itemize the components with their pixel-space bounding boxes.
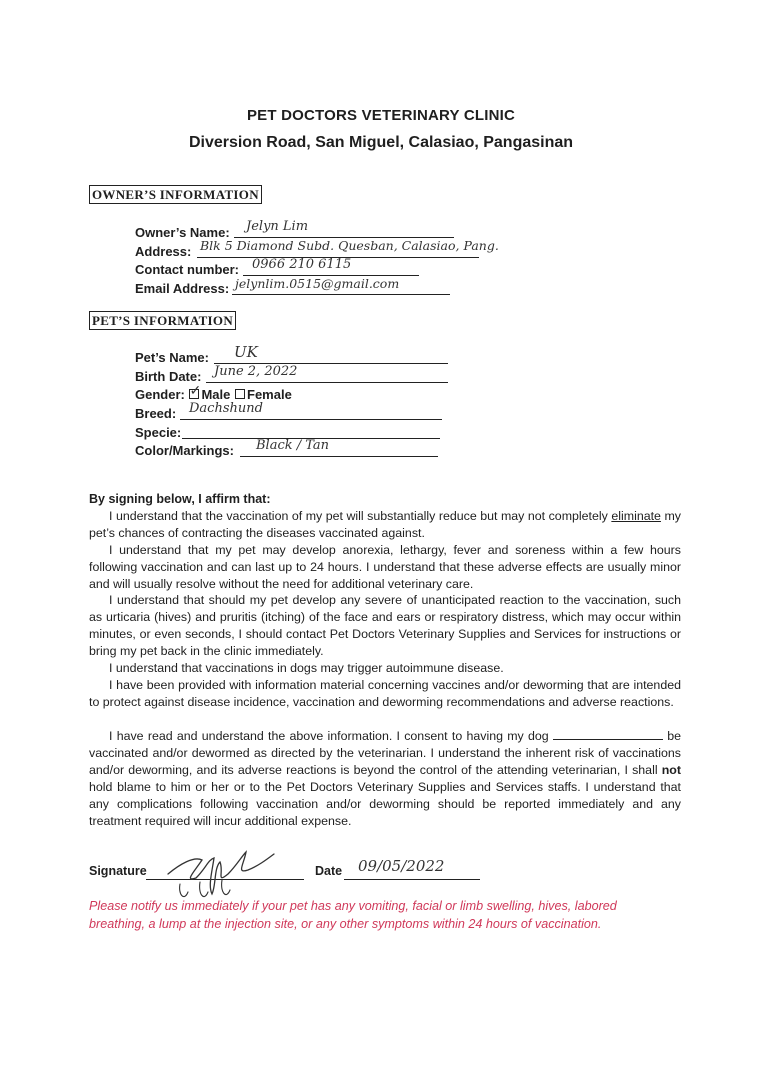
color-markings-label: Color/Markings:	[135, 443, 234, 458]
gender-male-checkbox[interactable]	[189, 389, 199, 399]
email-label: Email Address:	[135, 281, 230, 296]
date-value: 09/05/2022	[358, 857, 445, 875]
notice-text: Please notify us immediately if your pet has any vomiting, facial or limb swelling, hives, labored breathing, a lump at the injection site, or any other symptoms within 24 hours of vaccination.	[89, 899, 617, 931]
affirm-paragraph-2: I understand that my pet may develop anorexia, lethargy, fever and soreness within a few hours following vaccination and can last up to 24 hours. I understand that these adverse effects are usually minor and will usually resolve without the need for additional veterinary care.	[89, 543, 681, 591]
owner-name-label: Owner’s Name:	[135, 225, 230, 240]
owner-name-value: Jelyn Lim	[246, 219, 309, 234]
affirm-paragraph-3: I understand that should my pet develop any severe of unanticipated reaction to the vaccination, such as urticaria (hives) and pruritis (itching) of the face and ears or respiratory distress, which may occur within minutes, or even seconds, I should contact Pet Doctors Veterinary Supplies and Services for instructions or bring my pet back in the clinic immediately.	[89, 593, 681, 658]
clinic-address: Diversion Road, San Miguel, Calasiao, Pangasinan	[188, 134, 574, 151]
pet-section-title: PET’S INFORMATION	[89, 311, 236, 330]
gender-female-label: Female	[247, 387, 292, 402]
eliminate-underlined: eliminate	[611, 509, 661, 523]
affirm-title: By signing below, I affirm that:	[89, 492, 271, 506]
affirm-paragraph-5: I have been provided with information material concerning vaccines and/or deworming that are intended to protect against disease incidence, vaccination and deworming recommendations and adverse reactions.	[89, 678, 681, 709]
address-label: Address:	[135, 244, 192, 259]
contact-label: Contact number:	[135, 262, 239, 277]
birth-date-label: Birth Date:	[135, 369, 202, 384]
specie-label: Specie:	[135, 425, 182, 440]
dog-name-blank[interactable]	[553, 729, 663, 740]
signature-label: Signature	[89, 864, 147, 878]
gender-row	[135, 387, 292, 402]
owner-section-title: OWNER’S INFORMATION	[89, 185, 262, 204]
birth-date-value: June 2, 2022	[214, 364, 298, 379]
gender-female-checkbox[interactable]	[235, 389, 245, 399]
clinic-name: PET DOCTORS VETERINARY CLINIC	[246, 107, 516, 124]
handwritten-signature	[150, 842, 280, 904]
pet-name-label: Pet’s Name:	[135, 350, 209, 365]
affirm-paragraph-4: I understand that vaccinations in dogs may trigger autoimmune disease.	[109, 661, 504, 675]
color-markings-value: Black / Tan	[256, 438, 330, 453]
specie-field[interactable]	[182, 423, 440, 439]
pet-name-value: UK	[234, 343, 258, 361]
email-value: jelynlim.0515@gmail.com	[235, 276, 400, 291]
breed-label: Breed:	[135, 406, 177, 421]
affirm-paragraph-1: I understand that the vaccination of my pet will substantially reduce but may not completely eliminate my pet’s chances of contracting the diseases vaccinated against.	[89, 509, 681, 540]
affirm-paragraph-6: I have read and understand the above information. I consent to having my dog be vaccinated and/or dewormed as directed by the veterinarian. I understand the inherent risk of vaccinations and/or deworming, and its adverse reactions is beyond the control of the attending veterinarian, I shall not hold blame to him or her or to the Pet Doctors Veterinary Supplies and Services staffs. I understand that any complications following vaccination and/or deworming should be reported immediately and any treatment required will incur additional expense.	[89, 729, 681, 828]
date-label: Date	[315, 864, 343, 878]
gender-label: Gender:	[135, 387, 185, 402]
contact-value: 0966 210 6115	[252, 257, 352, 272]
address-value: Blk 5 Diamond Subd. Quesban, Calasiao, Pang.	[200, 238, 499, 253]
gender-male-label: Male	[201, 387, 231, 402]
not-bold: not	[661, 762, 681, 777]
breed-value: Dachshund	[189, 401, 263, 416]
